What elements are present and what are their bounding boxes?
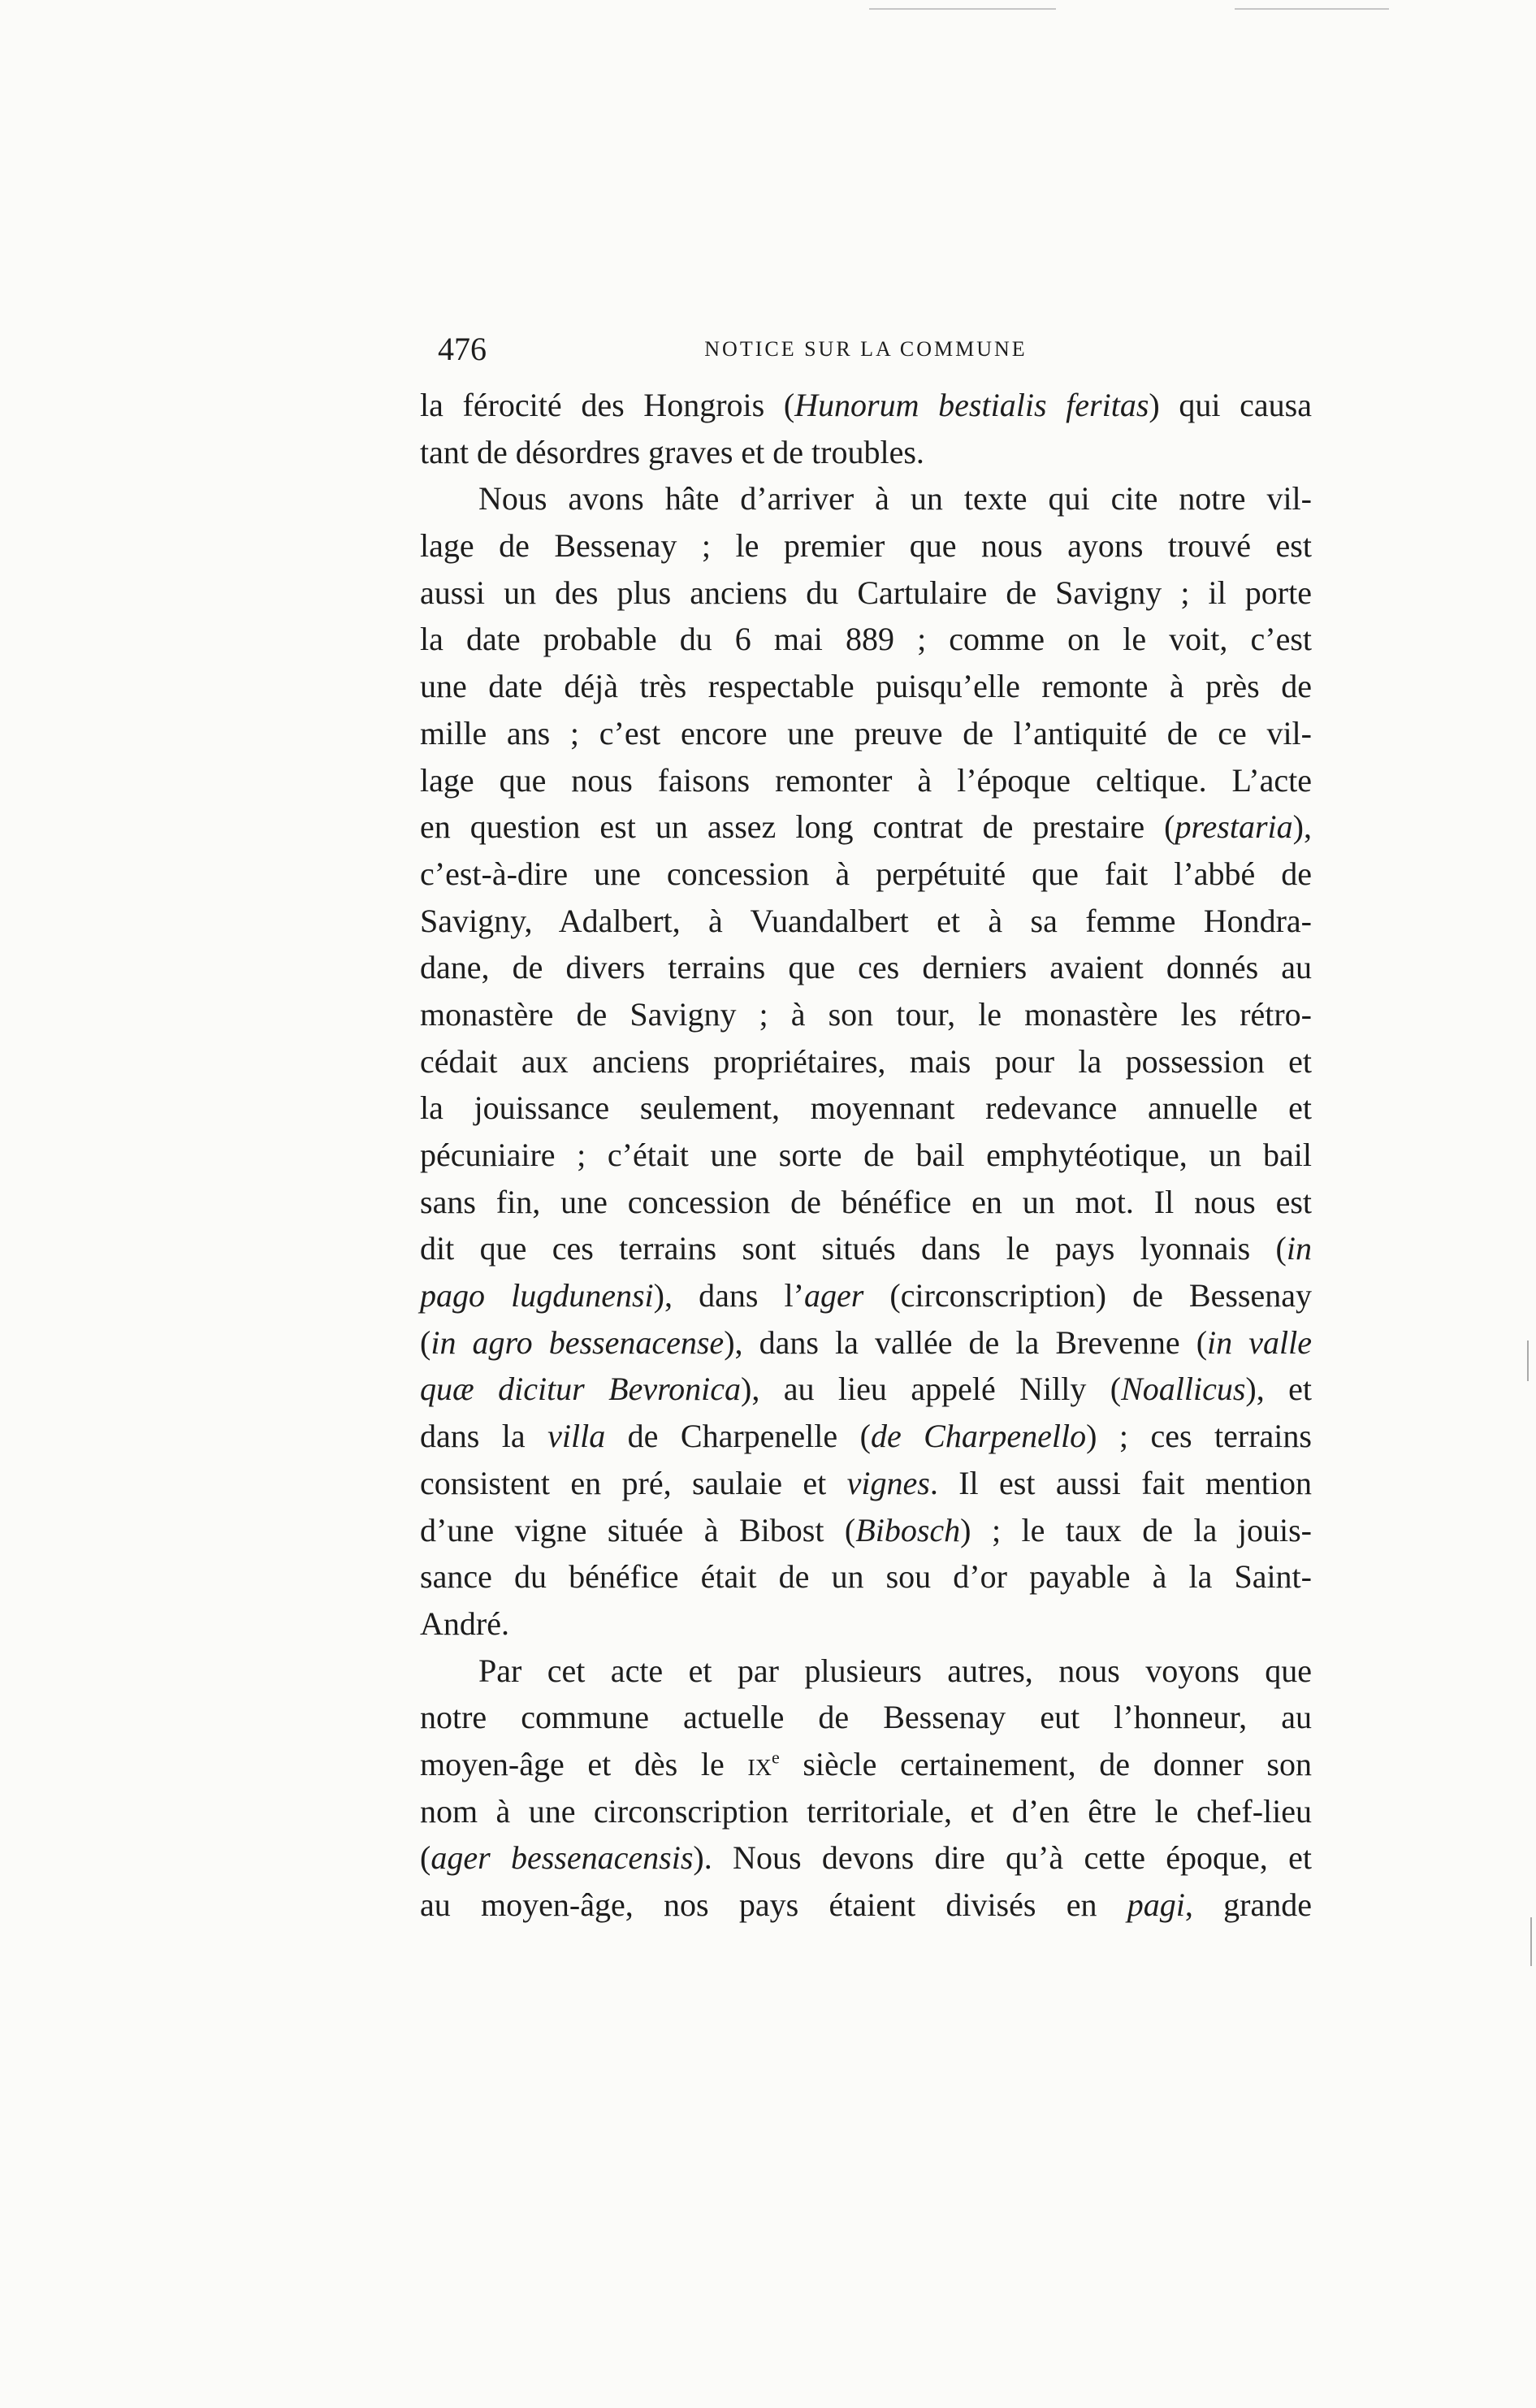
text-run: sance du bénéfice était de un sou d’or payable à la Saint- <box>420 1558 1312 1596</box>
text-run: ), <box>1292 808 1312 846</box>
text-run: , grande <box>1184 1886 1312 1923</box>
page-header <box>420 325 1312 374</box>
italic-run: Bibosch <box>855 1511 961 1548</box>
italic-run: vignes <box>846 1464 930 1501</box>
italic-run: pagi <box>1127 1886 1185 1923</box>
text-run: ), et <box>1245 1371 1312 1408</box>
text-run: notre commune actuelle de Bessenay eut l’honneur, au <box>420 1699 1312 1736</box>
text-run: ( <box>420 1839 431 1877</box>
text-run: nom à une circonscription territoriale, et d’en être le chef-lieu <box>420 1792 1312 1830</box>
text-line <box>420 475 1312 522</box>
text-run: la date probable du 6 mai 889 ; comme on le voit, c’est <box>420 621 1312 658</box>
italic-run: in valle <box>1207 1323 1312 1361</box>
italic-run: ager bessenacensis <box>431 1839 694 1877</box>
text-run: Par cet acte et par plusieurs autres, nous voyons que <box>478 1652 1312 1689</box>
text-line <box>420 663 1312 710</box>
scan-edge-rule <box>869 8 1056 10</box>
small-caps-run: ix <box>747 1745 772 1782</box>
running-head: NOTICE SUR LA COMMUNE <box>704 337 1028 361</box>
text-line <box>420 1460 1312 1507</box>
scan-edge-mark <box>1527 1340 1529 1381</box>
text-line <box>420 851 1312 898</box>
text-line <box>420 1834 1312 1882</box>
text-run: dane, de divers terrains que ces derniers avaient donnés au <box>420 949 1312 986</box>
text-run: mille ans ; c’est encore une preuve de l’antiquité de ce vil- <box>420 714 1312 751</box>
italic-run: de Charpenello <box>870 1418 1087 1455</box>
italic-run: villa <box>547 1418 606 1455</box>
italic-run: quæ dicitur Bevronica <box>420 1371 742 1408</box>
text-run: consistent en pré, saulaie et <box>420 1464 847 1501</box>
superscript: e <box>771 1747 780 1768</box>
body-text <box>420 382 1312 1929</box>
text-line <box>420 1553 1312 1600</box>
text-run: (circonscription) de Bessenay <box>863 1277 1312 1314</box>
text-run: dans la <box>420 1418 548 1455</box>
text-line <box>420 1648 1312 1695</box>
text-run: ). Nous devons dire qu’à cette époque, et <box>693 1839 1313 1877</box>
text-run: la jouissance seulement, moyennant redevance annuelle et <box>420 1089 1312 1127</box>
text-run: ( <box>420 1323 431 1361</box>
text-run: ) ; ces terrains <box>1086 1418 1312 1455</box>
text-run: la férocité des Hongrois ( <box>420 387 795 423</box>
text-run: d’une vigne située à Bibost ( <box>420 1511 856 1548</box>
text-run: Nous avons hâte d’arriver à un texte qui cite notre vil- <box>478 480 1312 518</box>
text-run: monastère de Savigny ; à son tour, le monastère les rétro- <box>420 995 1312 1033</box>
text-line <box>420 757 1312 804</box>
text-line <box>420 1507 1312 1554</box>
text-run: cédait aux anciens propriétaires, mais pour la possession et <box>420 1042 1312 1080</box>
text-line <box>420 1225 1312 1272</box>
text-run: Savigny, Adalbert, à Vuandalbert et à sa femme Hondra- <box>420 902 1312 939</box>
text-line <box>420 1741 1312 1788</box>
text-run: siècle certainement, de donner son <box>779 1745 1312 1782</box>
text-line <box>420 898 1312 945</box>
italic-run: pago lugdunensi <box>420 1277 654 1314</box>
text-line <box>420 1413 1312 1460</box>
text-line <box>420 522 1312 570</box>
page-number: 476 <box>438 331 487 367</box>
text-line <box>420 1038 1312 1085</box>
text-run: de Charpenelle ( <box>605 1418 871 1455</box>
text-line <box>420 1319 1312 1366</box>
text-line <box>420 1179 1312 1226</box>
text-run: lage de Bessenay ; le premier que nous ayons trouvé est <box>420 527 1312 565</box>
text-run: lage que nous faisons remonter à l’époque celtique. L’acte <box>420 761 1312 799</box>
text-line <box>420 382 1312 429</box>
text-line <box>420 1694 1312 1741</box>
text-run: . Il est aussi fait mention <box>929 1464 1312 1501</box>
text-run: ), dans l’ <box>653 1277 804 1314</box>
scan-edge-mark <box>1530 1917 1532 1966</box>
text-run: pécuniaire ; c’était une sorte de bail emphytéotique, un bail <box>420 1137 1312 1173</box>
text-line <box>420 1132 1312 1179</box>
text-run: moyen-âge et dès le <box>420 1745 748 1782</box>
text-line <box>420 1366 1312 1413</box>
text-run: ) qui causa <box>1149 387 1312 423</box>
text-run: dit que ces terrains sont situés dans le pays lyonnais ( <box>420 1230 1287 1267</box>
text-run: tant de désordres graves et de troubles. <box>420 433 924 470</box>
text-line <box>420 1788 1312 1835</box>
text-line <box>420 944 1312 991</box>
text-run: une date déjà très respectable puisqu’elle remonte à près de <box>420 668 1312 705</box>
italic-run: ager <box>803 1277 864 1314</box>
text-line <box>420 1882 1312 1929</box>
text-line <box>420 616 1312 663</box>
scan-edge-rule <box>1235 8 1389 10</box>
text-run: c’est-à-dire une concession à perpétuité que fait l’abbé de <box>420 855 1312 892</box>
text-run: sans fin, une concession de bénéfice en un mot. Il nous est <box>420 1183 1312 1220</box>
text-run: au moyen-âge, nos pays étaient divisés en <box>420 1886 1127 1923</box>
text-line <box>420 710 1312 757</box>
italic-run: in agro bessenacense <box>431 1323 725 1361</box>
text-run: aussi un des plus anciens du Cartulaire de Savigny ; il porte <box>420 574 1312 611</box>
text-line <box>420 803 1312 851</box>
text-line <box>420 1272 1312 1319</box>
text-run: ), au lieu appelé Nilly ( <box>741 1371 1122 1408</box>
text-line <box>420 1600 1312 1648</box>
text-run: ), dans la vallée de la Brevenne ( <box>724 1323 1208 1361</box>
text-line <box>420 1085 1312 1132</box>
italic-run: in <box>1286 1230 1312 1267</box>
text-line <box>420 570 1312 617</box>
text-line <box>420 429 1312 476</box>
text-run: ) ; le taux de la jouis- <box>960 1511 1313 1548</box>
text-run: en question est un assez long contrat de prestaire ( <box>420 808 1175 846</box>
text-run: André. <box>420 1605 509 1642</box>
italic-run: Hunorum bestialis feritas <box>794 387 1149 423</box>
text-line <box>420 991 1312 1038</box>
italic-run: Noallicus <box>1121 1371 1246 1408</box>
italic-run: prestaria <box>1175 808 1293 846</box>
